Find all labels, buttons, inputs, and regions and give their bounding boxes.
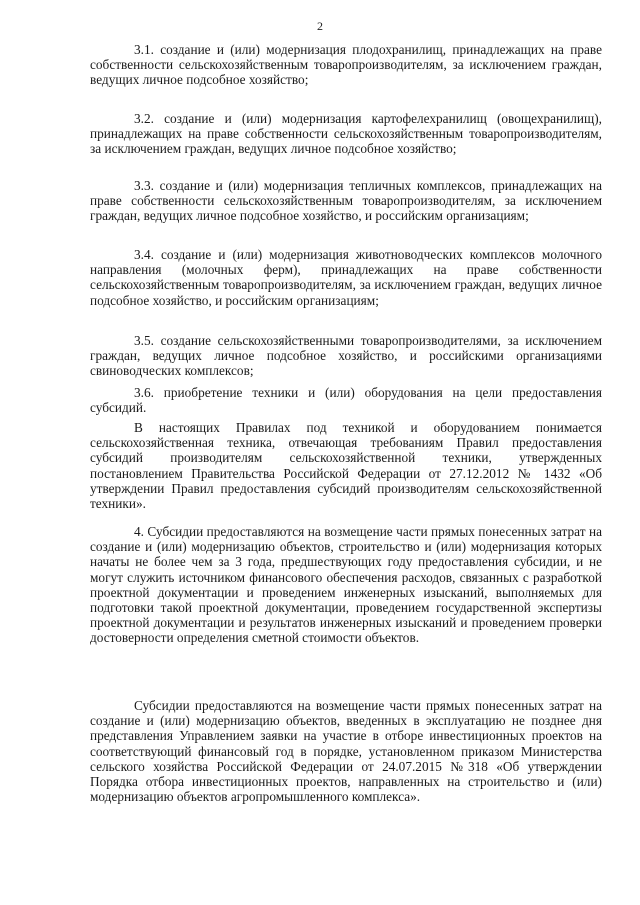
paragraph-3-6: 3.6. приобретение техники и (или) оборудования на цели предоставления субсидий. [90, 385, 602, 416]
paragraph-3-3: 3.3. создание и (или) модернизация тепличных комплексов, принадлежащих на праве собственности сельскохозяйственным товаропроизводителям, за исключением граждан, ведущих личное подсобное хозяйство, и российским организациям; [90, 178, 602, 224]
page-number: 2 [317, 19, 323, 33]
paragraph-subsidies-compensation: Субсидии предоставляются на возмещение части прямых понесенных затрат на создание и (или) модернизацию объектов, введенных в эксплуатацию не позднее дня представления Управлением заявки на участие в отборе инвестиционных проектов на соответствующий финансовый год в порядке, установленном приказом Министерства сельского хозяйства Российской Федерации от 24.07.2015 №318 «Об утверждении Порядка отбора инвестиционных проектов, направленных на строительство и (или) модернизацию объектов агропромышленного комплекса». [90, 698, 602, 805]
paragraph-3-1: 3.1. создание и (или) модернизация плодохранилищ, принадлежащих на праве собственности сельскохозяйственным товаропроизводителям, за исключением граждан, ведущих личное подсобное хозяйство; [90, 42, 602, 88]
paragraph-equipment-definition: В настоящих Правилах под техникой и оборудованием понимается сельскохозяйственная техника, отвечающая требованиям Правил предоставления субсидий производителям сельскохозяйственной техники, утвержденных постановлением Правительства Российской Федерации от 27.12.2012 № 1432 «Об утверждении Правил предоставления субсидий производителям сельскохозяйственной техники». [90, 420, 602, 512]
paragraph-4: 4. Субсидии предоставляются на возмещение части прямых понесенных затрат на создание и (или) модернизацию объектов, строительство и (или) модернизация которых начаты не более чем за 3 года, предшествующих году предоставления субсидии, и не могут служить источником финансового обеспечения расходов, связанных с разработкой проектной документации и проведением инженерных изысканий, выполняемых для подготовки такой проектной документации, проведением государственной экспертизы проектной документации и результатов инженерных изысканий и проведением проверки достоверности определения сметной стоимости объектов. [90, 524, 602, 646]
paragraph-3-2: 3.2. создание и (или) модернизация картофелехранилищ (овощехранилищ), принадлежащих на праве собственности сельскохозяйственным товаропроизводителям, за исключением граждан, ведущих личное подсобное хозяйство; [90, 111, 602, 157]
paragraph-3-4: 3.4. создание и (или) модернизация животноводческих комплексов молочного направления (молочных ферм), принадлежащих на праве собственности сельскохозяйственным товаропроизводителям, за исключением граждан, ведущих личное подсобное хозяйство, и российским организациям; [90, 247, 602, 308]
paragraph-3-5: 3.5. создание сельскохозяйственными товаропроизводителями, за исключением граждан, ведущих личное подсобное хозяйство, и российскими организациями свиноводческих комплексов; [90, 333, 602, 379]
